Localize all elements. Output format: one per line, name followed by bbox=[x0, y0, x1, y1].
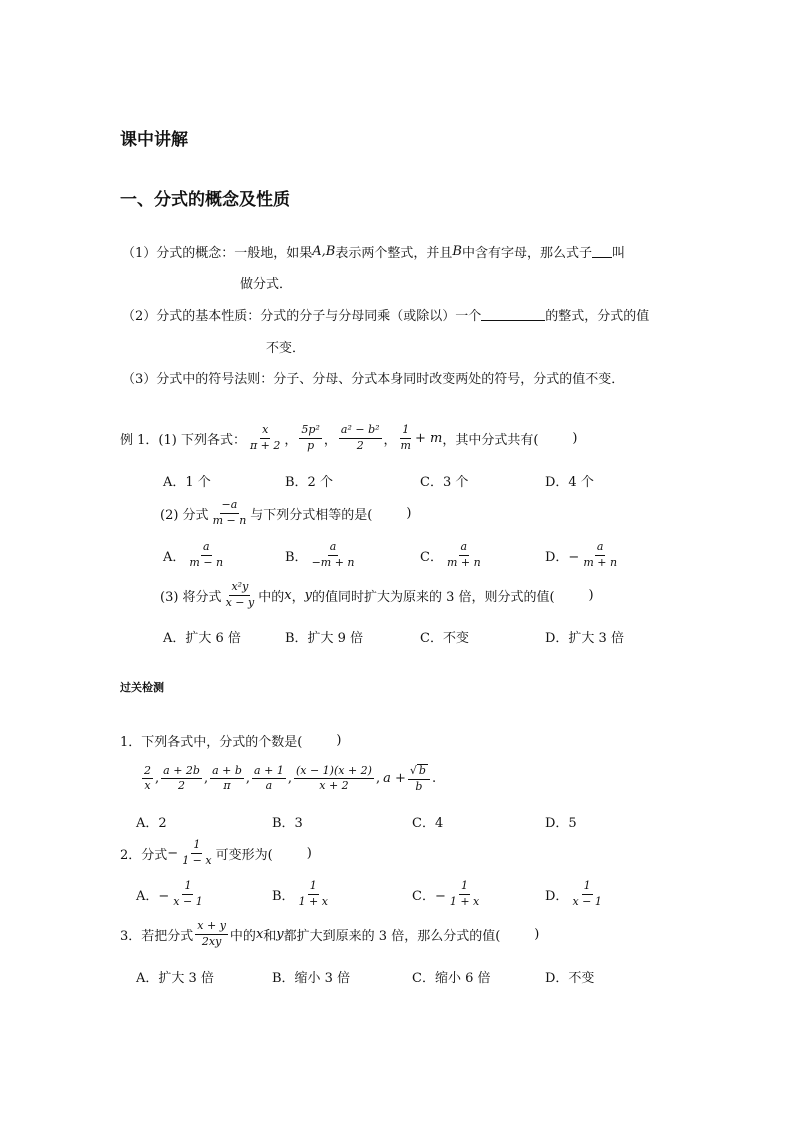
check-q1-text: 1．下列各式中，分式的个数是( bbox=[120, 735, 303, 750]
frac-x2y-over-x-minus-y: $\frac{\text{x²y}}{x - y}$ bbox=[225, 580, 255, 609]
check-q2: 2．分式 − $\frac{1}{1 - x}$ 可变形为( ) bbox=[120, 838, 312, 867]
example-q3: (3) 将分式 $\frac{\text{x²y}}{x - y}$ 中的 x ， y 的值同时扩大为原来的 3 倍，则分式的值( ) bbox=[160, 580, 594, 609]
concept-item-1-vars: A,B bbox=[312, 244, 336, 259]
example-q3-prefix: (3) 将分式 bbox=[160, 589, 222, 605]
check-q3-mid1: 中的 bbox=[229, 928, 256, 944]
check-q3-prefix: 3．若把分式 bbox=[120, 928, 194, 944]
section-title: 一、分式的概念及性质 bbox=[120, 190, 290, 210]
option-d[interactable]: D． $\frac{1}{x - 1}$ bbox=[545, 879, 602, 908]
check-q1 bbox=[120, 731, 341, 750]
option-d[interactable]: D．不变 bbox=[545, 971, 595, 986]
check-q2-suffix: 可变形为( bbox=[215, 847, 273, 863]
example-q2 bbox=[160, 499, 411, 527]
close-paren: ) bbox=[306, 845, 312, 861]
check-q1-expressions: $\frac{2}{x}$ , $\frac{a + 2b}{2}$ , $\frac{a + b}{\pi}$ , $\frac{a + 1}{a}$ , $\frac{(x - 1)(x + 2)}{x + 2}$ , a + $\frac{√ b}{b}$ . bbox=[144, 763, 437, 793]
option-c[interactable]: C．− $\frac{1}{1 + x}$ bbox=[412, 879, 480, 908]
option-b[interactable]: B．3 bbox=[272, 816, 303, 831]
option-a[interactable]: A．扩大 6 倍 bbox=[163, 631, 241, 646]
frac-x-over-pi-plus-2: $\frac{x}{\pi + 2}$ bbox=[249, 423, 281, 452]
close-paren: ) bbox=[534, 926, 540, 942]
close-paren: ) bbox=[588, 587, 594, 603]
concept-item-1 bbox=[122, 242, 625, 261]
concept-item-1-text-b: 表示两个整式，并且 bbox=[335, 246, 453, 261]
example-q3-mid2: ， bbox=[291, 589, 305, 605]
example-q3-suffix: 的值同时扩大为原来的 3 倍，则分式的值( bbox=[311, 589, 555, 605]
option-c[interactable]: C． $\frac{a}{m + n}$ bbox=[420, 540, 481, 569]
option-c[interactable]: C．4 bbox=[412, 816, 444, 831]
frac-1-over-m: $\frac{1}{m}$ bbox=[400, 423, 411, 452]
option-d[interactable]: D．5 bbox=[545, 816, 577, 831]
frac-a2-b2-over-2: $\frac{\text{a² − b²}}{2}$ bbox=[340, 423, 380, 452]
check-q3-mid2: 和 bbox=[263, 928, 277, 944]
concept-item-3: （3）分式中的符号法则：分子、分母、分式本身同时改变两处的符号，分式的值不变． bbox=[122, 372, 625, 387]
concept-item-1-cont: 做分式． bbox=[240, 277, 293, 292]
example-q3-mid1: 中的 bbox=[258, 589, 285, 605]
check-q3-suffix: 都扩大到原来的 3 倍，那么分式的值( bbox=[283, 928, 501, 944]
example-q2-prefix: (2) 分式 bbox=[160, 507, 209, 523]
concept-item-2-text-a: （2）分式的基本性质：分式的分子与分母同乘（或除以）一个 bbox=[122, 309, 482, 324]
example-q1-suffix: ，其中分式共有( bbox=[442, 432, 539, 448]
check-q2-prefix: 2．分式 bbox=[120, 847, 168, 863]
blank-fraction-form[interactable] bbox=[592, 245, 612, 258]
option-a[interactable]: A．扩大 3 倍 bbox=[136, 971, 214, 986]
option-d[interactable]: D．4 个 bbox=[545, 475, 594, 490]
concept-item-1-text-a: （1）分式的概念：一般地，如果 bbox=[122, 246, 313, 261]
concept-item-2-cont: 不变． bbox=[266, 341, 306, 356]
option-c[interactable]: C．3 个 bbox=[420, 475, 469, 490]
option-a[interactable]: A．1 个 bbox=[163, 475, 211, 490]
frac-5p2-over-p: $\frac{\text{5p²}}{p}$ bbox=[301, 423, 320, 452]
concept-item-2-text-b: 的整式，分式的值 bbox=[545, 309, 650, 324]
example-q2-suffix: 与下列分式相等的是( bbox=[250, 507, 373, 523]
close-paren: ) bbox=[572, 430, 578, 446]
check-q3: 3．若把分式 $\frac{x + y}{2xy}$ 中的 x 和 y 都扩大到原来的 3 倍，那么分式的值( ) bbox=[120, 919, 540, 948]
concept-item-2 bbox=[122, 305, 649, 324]
option-c[interactable]: C．缩小 6 倍 bbox=[412, 971, 491, 986]
close-paren: ) bbox=[336, 733, 342, 748]
option-b[interactable]: B． $\frac{a}{-m + n}$ bbox=[285, 540, 355, 569]
option-b[interactable]: B．2 个 bbox=[285, 475, 333, 490]
option-d[interactable]: D．扩大 3 倍 bbox=[545, 631, 624, 646]
concept-item-1-text-c: 中含有字母，那么式子 bbox=[461, 246, 592, 261]
option-b[interactable]: B．缩小 3 倍 bbox=[272, 971, 351, 986]
concept-item-1-var2: B bbox=[452, 244, 462, 259]
option-b[interactable]: B．扩大 9 倍 bbox=[285, 631, 364, 646]
example-q1-prefix: 例 1．(1) 下列各式： bbox=[120, 432, 246, 448]
option-a[interactable]: A． $\frac{a}{m - n}$ bbox=[163, 540, 224, 569]
option-d[interactable]: D．− $\frac{a}{m + n}$ bbox=[545, 540, 618, 569]
concept-item-1-text-d: 叫 bbox=[611, 246, 625, 261]
close-paren: ) bbox=[406, 505, 412, 521]
option-c[interactable]: C．不变 bbox=[420, 631, 469, 646]
option-a[interactable]: A．− $\frac{1}{x - 1}$ bbox=[136, 879, 203, 908]
page-heading: 课中讲解 bbox=[120, 130, 188, 150]
example-q1: 例 1．(1) 下列各式： $\frac{x}{\pi + 2}$ ， $\frac{\text{5p²}}{p}$ ， $\frac{\text{a² − b²}}{2}$ ， $\frac{1}{m}$ + m ，其中分式共有( ) bbox=[120, 423, 578, 452]
option-b[interactable]: B． $\frac{1}{1 + x}$ bbox=[272, 879, 328, 908]
frac-neg-a-over-m-minus-n: $\frac{-a}{m - n}$ bbox=[212, 498, 247, 527]
option-a[interactable]: A．2 bbox=[136, 816, 167, 831]
blank-nonzero[interactable] bbox=[481, 308, 545, 321]
check-title: 过关检测 bbox=[120, 681, 164, 694]
